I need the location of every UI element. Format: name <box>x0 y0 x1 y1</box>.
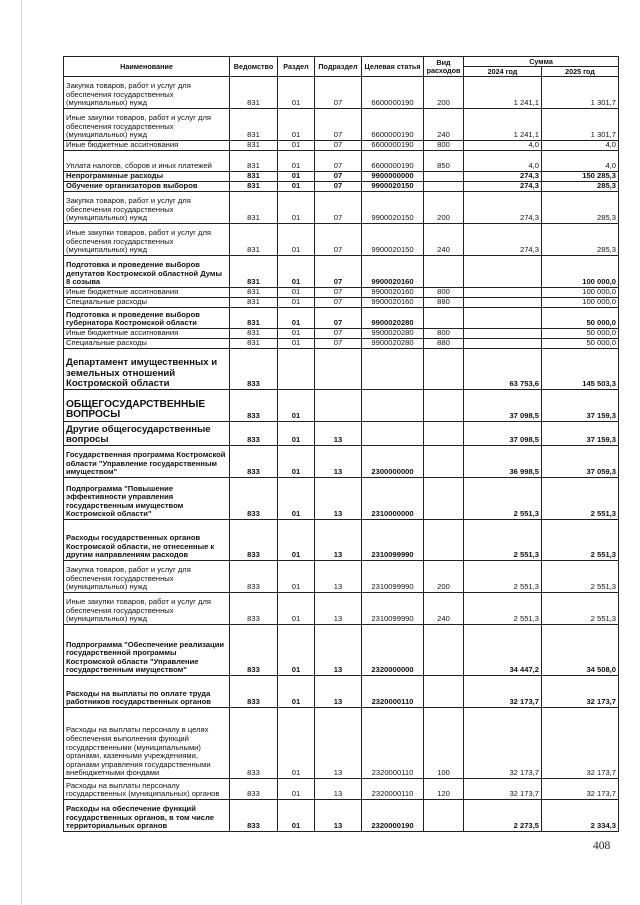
cell-sum-2024: 274,3 <box>464 192 542 224</box>
cell-vid-raskhodov <box>424 172 464 182</box>
cell-vid-raskhodov <box>424 349 464 390</box>
table-row <box>64 593 619 625</box>
cell-sum-2024: 2 551,3 <box>464 593 542 625</box>
table-row <box>64 625 619 676</box>
cell-podrazdel: 13 <box>315 422 362 446</box>
cell-sum-2024: 2 551,3 <box>464 561 542 593</box>
table-row <box>64 708 619 779</box>
cell-podrazdel: 07 <box>315 151 362 172</box>
cell-podrazdel: 07 <box>315 192 362 224</box>
budget-table <box>63 56 619 832</box>
cell-vedomstvo: 833 <box>230 520 278 561</box>
cell-name: Расходы на выплаты по оплате труда работников государственных органов <box>64 676 230 708</box>
cell-vedomstvo: 831 <box>230 288 278 298</box>
cell-sum-2024: 2 551,3 <box>464 478 542 520</box>
cell-vedomstvo: 831 <box>230 329 278 339</box>
cell-podrazdel: 07 <box>315 77 362 109</box>
cell-vedomstvo: 833 <box>230 779 278 800</box>
cell-sum-2025: 50 000,0 <box>542 329 619 339</box>
cell-podrazdel: 07 <box>315 172 362 182</box>
cell-tselevaya-statya: 9900020160 <box>362 298 424 308</box>
cell-sum-2024: 1 241,1 <box>464 77 542 109</box>
header-tselevaya-statya: Целевая статья <box>362 57 424 77</box>
table-row <box>64 224 619 256</box>
cell-name: Подготовка и проведение выборов депутатов Костромской областной Думы 8 созыва <box>64 256 230 288</box>
cell-sum-2025: 32 173,7 <box>542 676 619 708</box>
cell-razdel: 01 <box>278 308 315 329</box>
table-row <box>64 390 619 422</box>
cell-sum-2025: 100 000,0 <box>542 288 619 298</box>
cell-vid-raskhodov: 880 <box>424 298 464 308</box>
cell-razdel: 01 <box>278 329 315 339</box>
cell-podrazdel: 13 <box>315 708 362 779</box>
cell-sum-2025: 2 551,3 <box>542 478 619 520</box>
cell-podrazdel: 13 <box>315 800 362 832</box>
cell-vedomstvo: 833 <box>230 593 278 625</box>
cell-tselevaya-statya <box>362 349 424 390</box>
cell-razdel: 01 <box>278 192 315 224</box>
cell-vedomstvo: 831 <box>230 109 278 141</box>
cell-vid-raskhodov <box>424 390 464 422</box>
cell-razdel: 01 <box>278 288 315 298</box>
cell-podrazdel: 07 <box>315 224 362 256</box>
cell-tselevaya-statya: 2320000110 <box>362 708 424 779</box>
header-2025: 2025 год <box>542 67 619 77</box>
cell-vid-raskhodov <box>424 800 464 832</box>
table-row <box>64 182 619 192</box>
cell-sum-2024: 2 273,5 <box>464 800 542 832</box>
cell-vid-raskhodov: 800 <box>424 329 464 339</box>
cell-vid-raskhodov <box>424 676 464 708</box>
cell-vid-raskhodov <box>424 182 464 192</box>
cell-tselevaya-statya: 2300000000 <box>362 446 424 478</box>
cell-sum-2025: 100 000,0 <box>542 298 619 308</box>
cell-name: Государственная программа Костромской области "Управление государственным имуществом" <box>64 446 230 478</box>
cell-name: Расходы на выплаты персоналу в целях обеспечения выполнения функций государственными (муниципальными) органами, казенными учреждениями, органами управления государственными внебюджетными фондами <box>64 708 230 779</box>
cell-razdel: 01 <box>278 390 315 422</box>
cell-tselevaya-statya: 9900020160 <box>362 256 424 288</box>
cell-vedomstvo: 833 <box>230 390 278 422</box>
cell-tselevaya-statya: 2310000000 <box>362 478 424 520</box>
cell-sum-2025: 285,3 <box>542 192 619 224</box>
cell-tselevaya-statya: 9900020280 <box>362 339 424 349</box>
cell-vid-raskhodov <box>424 422 464 446</box>
cell-podrazdel <box>315 349 362 390</box>
table-row <box>64 446 619 478</box>
cell-name: Подготовка и проведение выборов губернатора Костромской области <box>64 308 230 329</box>
cell-razdel: 01 <box>278 779 315 800</box>
cell-tselevaya-statya: 6600000190 <box>362 151 424 172</box>
cell-sum-2024: 36 998,5 <box>464 446 542 478</box>
cell-name: Иные бюджетные ассигнования <box>64 288 230 298</box>
table-row <box>64 478 619 520</box>
table-body <box>64 77 619 832</box>
cell-sum-2025: 32 173,7 <box>542 779 619 800</box>
cell-razdel: 01 <box>278 800 315 832</box>
table-row <box>64 349 619 390</box>
cell-tselevaya-statya: 6600000190 <box>362 141 424 151</box>
cell-podrazdel: 07 <box>315 339 362 349</box>
table-row <box>64 308 619 329</box>
cell-sum-2025: 37 159,3 <box>542 422 619 446</box>
cell-name: Расходы на выплаты персоналу государственных (муниципальных) органов <box>64 779 230 800</box>
cell-name: Закупка товаров, работ и услуг для обеспечения государственных (муниципальных) нужд <box>64 192 230 224</box>
table-row <box>64 339 619 349</box>
cell-tselevaya-statya: 2310099990 <box>362 561 424 593</box>
cell-sum-2024: 37 098,5 <box>464 422 542 446</box>
cell-razdel: 01 <box>278 676 315 708</box>
cell-vid-raskhodov: 880 <box>424 339 464 349</box>
table-row <box>64 422 619 446</box>
table-row <box>64 676 619 708</box>
table-row <box>64 151 619 172</box>
cell-podrazdel: 13 <box>315 520 362 561</box>
cell-vid-raskhodov: 120 <box>424 779 464 800</box>
cell-sum-2024: 2 551,3 <box>464 520 542 561</box>
cell-razdel: 01 <box>278 141 315 151</box>
cell-sum-2024: 32 173,7 <box>464 676 542 708</box>
cell-vid-raskhodov <box>424 256 464 288</box>
cell-name: Иные закупки товаров, работ и услуг для обеспечения государственных (муниципальных) нужд <box>64 224 230 256</box>
cell-razdel: 01 <box>278 422 315 446</box>
cell-tselevaya-statya: 2310099990 <box>362 593 424 625</box>
cell-vedomstvo: 831 <box>230 151 278 172</box>
cell-tselevaya-statya: 9900020280 <box>362 329 424 339</box>
cell-vid-raskhodov: 850 <box>424 151 464 172</box>
header-2024: 2024 год <box>464 67 542 77</box>
cell-podrazdel: 13 <box>315 593 362 625</box>
cell-tselevaya-statya: 9900020280 <box>362 308 424 329</box>
cell-tselevaya-statya: 2320000190 <box>362 800 424 832</box>
table-row <box>64 77 619 109</box>
cell-podrazdel: 13 <box>315 561 362 593</box>
cell-podrazdel: 13 <box>315 676 362 708</box>
cell-sum-2025: 285,3 <box>542 224 619 256</box>
cell-name: Департамент имущественных и земельных отношений Костромской области <box>64 349 230 390</box>
cell-sum-2025: 50 000,0 <box>542 339 619 349</box>
table-row <box>64 561 619 593</box>
cell-name: Закупка товаров, работ и услуг для обеспечения государственных (муниципальных) нужд <box>64 77 230 109</box>
cell-razdel: 01 <box>278 77 315 109</box>
cell-name: Непрограммные расходы <box>64 172 230 182</box>
cell-tselevaya-statya: 9900020150 <box>362 192 424 224</box>
table-row <box>64 141 619 151</box>
cell-sum-2025: 2 551,3 <box>542 593 619 625</box>
cell-vid-raskhodov: 800 <box>424 141 464 151</box>
cell-sum-2024: 32 173,7 <box>464 708 542 779</box>
cell-vid-raskhodov <box>424 446 464 478</box>
cell-vid-raskhodov: 240 <box>424 593 464 625</box>
cell-name: Иные закупки товаров, работ и услуг для обеспечения государственных (муниципальных) нужд <box>64 593 230 625</box>
cell-razdel: 01 <box>278 151 315 172</box>
cell-name: Подпрограмма "Обеспечение реализации государственной программы Костромской области "Управление государственным имуществом" <box>64 625 230 676</box>
cell-tselevaya-statya <box>362 422 424 446</box>
cell-sum-2025: 4,0 <box>542 141 619 151</box>
cell-tselevaya-statya: 9900000000 <box>362 172 424 182</box>
cell-sum-2024 <box>464 308 542 329</box>
cell-razdel: 01 <box>278 625 315 676</box>
cell-razdel: 01 <box>278 708 315 779</box>
cell-sum-2025: 2 334,3 <box>542 800 619 832</box>
cell-vedomstvo: 833 <box>230 561 278 593</box>
cell-tselevaya-statya: 9900020160 <box>362 288 424 298</box>
cell-name: Другие общегосударственные вопросы <box>64 422 230 446</box>
cell-tselevaya-statya <box>362 390 424 422</box>
header-vid-raskhodov: Вид расходов <box>424 57 464 77</box>
cell-sum-2024 <box>464 298 542 308</box>
cell-tselevaya-statya: 2320000000 <box>362 625 424 676</box>
cell-vedomstvo: 833 <box>230 422 278 446</box>
header-vedomstvo: Ведомство <box>230 57 278 77</box>
cell-sum-2025: 4,0 <box>542 151 619 172</box>
cell-tselevaya-statya: 2310099990 <box>362 520 424 561</box>
cell-vedomstvo: 831 <box>230 256 278 288</box>
table-row <box>64 800 619 832</box>
cell-vid-raskhodov: 200 <box>424 77 464 109</box>
cell-vedomstvo: 833 <box>230 478 278 520</box>
cell-vedomstvo: 831 <box>230 77 278 109</box>
table-row <box>64 298 619 308</box>
table-row <box>64 109 619 141</box>
cell-sum-2025: 145 503,3 <box>542 349 619 390</box>
cell-name: Расходы на обеспечение функций государственных органов, в том числе территориальных органов <box>64 800 230 832</box>
cell-vid-raskhodov: 800 <box>424 288 464 298</box>
cell-sum-2025: 2 551,3 <box>542 561 619 593</box>
cell-razdel: 01 <box>278 339 315 349</box>
cell-sum-2024: 34 447,2 <box>464 625 542 676</box>
cell-tselevaya-statya: 6600000190 <box>362 77 424 109</box>
cell-sum-2025: 37 159,3 <box>542 390 619 422</box>
cell-vid-raskhodov: 200 <box>424 192 464 224</box>
cell-razdel: 01 <box>278 109 315 141</box>
cell-name: Специальные расходы <box>64 298 230 308</box>
cell-sum-2024 <box>464 256 542 288</box>
cell-vid-raskhodov: 100 <box>424 708 464 779</box>
cell-sum-2024: 274,3 <box>464 224 542 256</box>
cell-sum-2024: 274,3 <box>464 172 542 182</box>
cell-sum-2024 <box>464 329 542 339</box>
cell-vid-raskhodov <box>424 478 464 520</box>
cell-razdel: 01 <box>278 256 315 288</box>
cell-vedomstvo: 831 <box>230 141 278 151</box>
cell-tselevaya-statya: 6600000190 <box>362 109 424 141</box>
table-row <box>64 520 619 561</box>
cell-razdel: 01 <box>278 561 315 593</box>
cell-razdel: 01 <box>278 446 315 478</box>
cell-razdel: 01 <box>278 298 315 308</box>
cell-name: Уплата налогов, сборов и иных платежей <box>64 151 230 172</box>
cell-name: Обучение организаторов выборов <box>64 182 230 192</box>
cell-vid-raskhodov: 240 <box>424 224 464 256</box>
cell-sum-2025: 2 551,3 <box>542 520 619 561</box>
table-row <box>64 329 619 339</box>
cell-vedomstvo: 833 <box>230 676 278 708</box>
cell-sum-2024: 32 173,7 <box>464 779 542 800</box>
cell-podrazdel: 07 <box>315 141 362 151</box>
page-number: 408 <box>593 840 611 852</box>
cell-razdel: 01 <box>278 478 315 520</box>
cell-name: Иные закупки товаров, работ и услуг для обеспечения государственных (муниципальных) нужд <box>64 109 230 141</box>
header-summa: Сумма <box>464 57 619 67</box>
cell-razdel <box>278 349 315 390</box>
cell-sum-2025: 50 000,0 <box>542 308 619 329</box>
cell-sum-2025: 100 000,0 <box>542 256 619 288</box>
cell-podrazdel <box>315 390 362 422</box>
cell-razdel: 01 <box>278 224 315 256</box>
table-header <box>64 57 619 77</box>
cell-sum-2025: 285,3 <box>542 182 619 192</box>
cell-name: Специальные расходы <box>64 339 230 349</box>
scan-binding-line <box>21 0 22 905</box>
table-row <box>64 192 619 224</box>
cell-vedomstvo: 833 <box>230 800 278 832</box>
cell-vid-raskhodov <box>424 520 464 561</box>
cell-vedomstvo: 831 <box>230 172 278 182</box>
cell-podrazdel: 07 <box>315 329 362 339</box>
table-row <box>64 172 619 182</box>
cell-name: Подпрограмма "Повышение эффективности управления государственным имуществом Костромской области" <box>64 478 230 520</box>
cell-sum-2024: 274,3 <box>464 182 542 192</box>
header-podrazdel: Подраздел <box>315 57 362 77</box>
cell-tselevaya-statya: 9900020150 <box>362 182 424 192</box>
cell-sum-2024 <box>464 339 542 349</box>
cell-name: Иные бюджетные ассигнования <box>64 329 230 339</box>
cell-vedomstvo: 831 <box>230 182 278 192</box>
cell-podrazdel: 13 <box>315 446 362 478</box>
cell-sum-2025: 34 508,0 <box>542 625 619 676</box>
cell-tselevaya-statya: 9900020150 <box>362 224 424 256</box>
cell-vedomstvo: 833 <box>230 446 278 478</box>
cell-sum-2024: 1 241,1 <box>464 109 542 141</box>
cell-vedomstvo: 833 <box>230 349 278 390</box>
table-row <box>64 288 619 298</box>
cell-razdel: 01 <box>278 182 315 192</box>
cell-podrazdel: 07 <box>315 308 362 329</box>
cell-sum-2025: 32 173,7 <box>542 708 619 779</box>
cell-razdel: 01 <box>278 520 315 561</box>
cell-vedomstvo: 831 <box>230 308 278 329</box>
cell-sum-2025: 150 285,3 <box>542 172 619 182</box>
cell-vedomstvo: 831 <box>230 298 278 308</box>
table-row <box>64 779 619 800</box>
cell-podrazdel: 07 <box>315 182 362 192</box>
cell-vid-raskhodov <box>424 308 464 329</box>
cell-podrazdel: 07 <box>315 256 362 288</box>
header-razdel: Раздел <box>278 57 315 77</box>
cell-razdel: 01 <box>278 172 315 182</box>
cell-podrazdel: 13 <box>315 478 362 520</box>
cell-podrazdel: 13 <box>315 779 362 800</box>
cell-vedomstvo: 831 <box>230 224 278 256</box>
cell-sum-2024: 37 098,5 <box>464 390 542 422</box>
cell-vedomstvo: 833 <box>230 625 278 676</box>
cell-sum-2025: 1 301,7 <box>542 109 619 141</box>
cell-vedomstvo: 831 <box>230 339 278 349</box>
cell-tselevaya-statya: 2320000110 <box>362 676 424 708</box>
cell-sum-2024: 4,0 <box>464 141 542 151</box>
cell-razdel: 01 <box>278 593 315 625</box>
cell-sum-2024: 4,0 <box>464 151 542 172</box>
cell-podrazdel: 07 <box>315 109 362 141</box>
cell-name: Расходы государственных органов Костромской области, не отнесенные к другим направлениям расходов <box>64 520 230 561</box>
cell-sum-2025: 1 301,7 <box>542 77 619 109</box>
cell-podrazdel: 07 <box>315 288 362 298</box>
table-row <box>64 256 619 288</box>
cell-name: Закупка товаров, работ и услуг для обеспечения государственных (муниципальных) нужд <box>64 561 230 593</box>
cell-vid-raskhodov: 240 <box>424 109 464 141</box>
cell-tselevaya-statya: 2320000110 <box>362 779 424 800</box>
cell-sum-2024: 63 753,6 <box>464 349 542 390</box>
cell-name: Иные бюджетные ассигнования <box>64 141 230 151</box>
cell-sum-2025: 37 059,3 <box>542 446 619 478</box>
cell-podrazdel: 07 <box>315 298 362 308</box>
cell-sum-2024 <box>464 288 542 298</box>
cell-vedomstvo: 831 <box>230 192 278 224</box>
cell-vid-raskhodov <box>424 625 464 676</box>
header-name: Наименование <box>64 57 230 77</box>
cell-vedomstvo: 833 <box>230 708 278 779</box>
cell-vid-raskhodov: 200 <box>424 561 464 593</box>
cell-podrazdel: 13 <box>315 625 362 676</box>
cell-name: ОБЩЕГОСУДАРСТВЕННЫЕ ВОПРОСЫ <box>64 390 230 422</box>
